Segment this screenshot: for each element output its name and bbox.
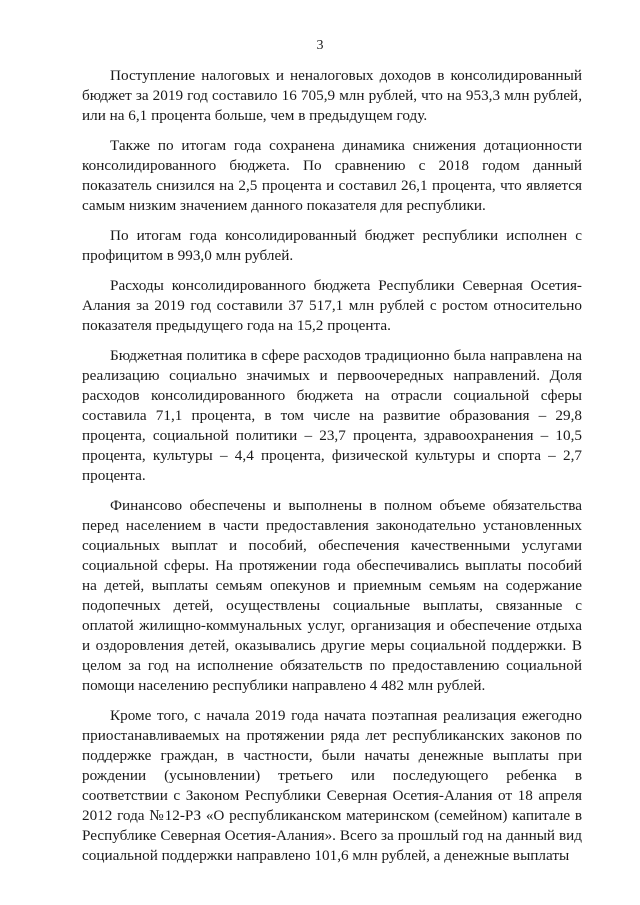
paragraph-surplus: По итогам года консолидированный бюджет республики исполнен с профицитом в 993,0 млн рублей. <box>82 227 582 264</box>
document-body <box>82 66 582 866</box>
paragraph-social-obligations: Финансово обеспечены и выполнены в полном объеме обязательства перед населением в части предоставления законодательно установленных социальных выплат и пособий, обеспечения качественными услугами социальной сферы. На протяжении года обеспечивались выплаты пособий на детей, выплаты семьям опекунов и приемным семьям на содержание подопечных детей, осуществлены социальные выплаты, связанные с оплатой жилищно-коммунальных услуг, организация и обеспечение отдыха и оздоровления детей, оказывались другие меры социальной поддержки. В целом за год на исполнение обязательств по предоставлению социальной помощи населению республики направлено 4 482 млн рублей. <box>82 497 582 694</box>
paragraph-budget-policy: Бюджетная политика в сфере расходов традиционно была направлена на реализацию социально значимых и первоочередных направлений. Доля расходов консолидированного бюджета на отрасли социальной сферы составила 71,1 процента, в том числе на развитие образования – 29,8 процента, социальной политики – 23,7 процента, здравоохранения – 10,5 процента, культуры – 4,4 процента, физической культуры и спорта – 2,7 процента. <box>82 347 582 484</box>
paragraph-subsidy-dynamics: Также по итогам года сохранена динамика снижения дотационности консолидированного бюджета. По сравнению с 2018 годом данный показатель снизился на 2,5 процента и составил 26,1 процента, что является самым низким значением данного показателя для республики. <box>82 137 582 214</box>
page-number: 3 <box>316 38 324 53</box>
paragraph-tax-revenue: Поступление налоговых и неналоговых доходов в консолидированный бюджет за 2019 год составило 16 705,9 млн рублей, что на 953,3 млн рублей, или на 6,1 процента больше, чем в предыдущем году. <box>82 67 582 124</box>
paragraph-expenditures: Расходы консолидированного бюджета Республики Северная Осетия-Алания за 2019 год составили 37 517,1 млн рублей с ростом относительно показателя предыдущего года на 15,2 процента. <box>82 277 582 334</box>
paragraph-maternity-capital: Кроме того, с начала 2019 года начата поэтапная реализация ежегодно приостанавливаемых на протяжении ряда лет республиканских законов по поддержке граждан, в частности, были начаты денежные выплаты при рождении (усыновлении) третьего или последующего ребенка в соответствии с Законом Республики Северная Осетия-Алания от 18 апреля 2012 года №12-РЗ «О республиканском материнском (семейном) капитале в Республике Северная Осетия-Алания». Всего за прошлый год на данный вид социальной поддержки направлено 101,6 млн рублей, а денежные выплаты <box>82 707 582 864</box>
